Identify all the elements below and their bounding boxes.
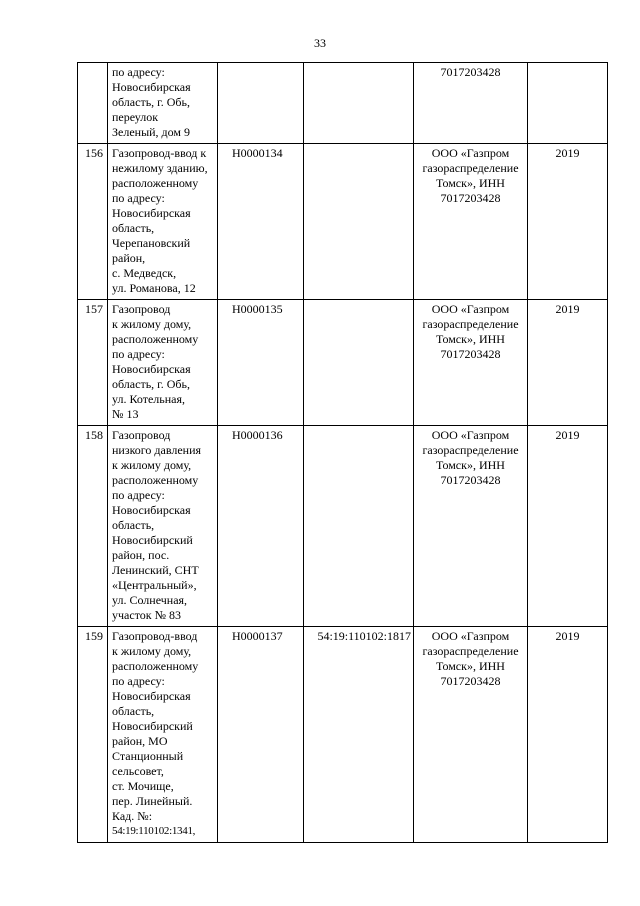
- year-cell: 2019: [528, 300, 608, 426]
- owner-line: газораспределение: [422, 161, 519, 175]
- cadastral-number-cell: 54:19:110102:1817: [304, 627, 414, 843]
- cadastral-number-cell: [304, 63, 414, 144]
- object-name-line: расположенному: [112, 332, 199, 346]
- owner-line: 7017203428: [440, 65, 501, 79]
- owner-cell: [414, 300, 528, 426]
- object-name-line: низкого давления: [112, 443, 202, 457]
- owner-cell: [414, 426, 528, 627]
- table-row: [78, 426, 608, 627]
- object-name-line: район, МО: [112, 734, 168, 748]
- object-name-line: ул. Солнечная,: [112, 593, 188, 607]
- object-name-line: ул. Котельная,: [112, 392, 186, 406]
- owner-line: ООО «Газпром: [431, 428, 510, 442]
- object-name-line: Новосибирская: [112, 206, 191, 220]
- object-name-line: область,: [112, 221, 155, 235]
- cadastral-number-cell: [304, 426, 414, 627]
- table-row: [78, 627, 608, 843]
- object-name-line: Газопровод: [112, 302, 171, 316]
- object-name-line: ул. Романова, 12: [112, 281, 196, 295]
- year-cell: 2019: [528, 144, 608, 300]
- row-number-cell: [78, 63, 108, 144]
- object-name-line: Кад. №:: [112, 809, 153, 823]
- object-name-line: пер. Линейный.: [112, 794, 193, 808]
- object-name-line: область,: [112, 704, 155, 718]
- object-name-line: № 13: [112, 407, 139, 421]
- owner-line: Томск», ИНН: [436, 332, 505, 346]
- table-row: [78, 300, 608, 426]
- object-name-line: Ленинский, СНТ: [112, 563, 199, 577]
- owner-line: ООО «Газпром: [431, 629, 510, 643]
- object-name-line: область,: [112, 518, 155, 532]
- registry-table: [77, 62, 608, 843]
- object-name-cell: [108, 627, 218, 843]
- year-cell: 2019: [528, 627, 608, 843]
- row-number-cell: 157: [78, 300, 108, 426]
- object-name-line: с. Медведск,: [112, 266, 177, 280]
- owner-line: Томск», ИНН: [436, 458, 505, 472]
- object-name-line: 54:19:110102:1341,: [112, 825, 196, 837]
- object-name-cell: [108, 300, 218, 426]
- object-name-line: Новосибирская: [112, 689, 191, 703]
- object-name-cell: [108, 426, 218, 627]
- inventory-number-cell: Н0000137: [218, 627, 304, 843]
- owner-line: ООО «Газпром: [431, 302, 510, 316]
- owner-line: Томск», ИНН: [436, 659, 505, 673]
- object-name-line: область, г. Обь,: [112, 377, 190, 391]
- owner-line: ООО «Газпром: [431, 146, 510, 160]
- owner-cell: [414, 63, 528, 144]
- object-name-line: Черепановский: [112, 236, 191, 250]
- object-name-line: по адресу:: [112, 674, 165, 688]
- object-name-line: Газопровод: [112, 428, 171, 442]
- page-number: 33: [314, 36, 326, 50]
- object-name-line: Новосибирская: [112, 362, 191, 376]
- inventory-number-cell: Н0000134: [218, 144, 304, 300]
- owner-line: газораспределение: [422, 317, 519, 331]
- object-name-line: расположенному: [112, 473, 199, 487]
- object-name-line: по адресу:: [112, 347, 165, 361]
- object-name-line: к жилому дому,: [112, 644, 192, 658]
- year-cell: 2019: [528, 426, 608, 627]
- owner-line: 7017203428: [440, 347, 501, 361]
- row-number-cell: 158: [78, 426, 108, 627]
- object-name-line: Новосибирская: [112, 80, 191, 94]
- object-name-line: Станционный: [112, 749, 184, 763]
- object-name-cell: [108, 144, 218, 300]
- object-name-line: район, пос.: [112, 548, 170, 562]
- object-name-line: к жилому дому,: [112, 317, 192, 331]
- object-name-line: сельсовет,: [112, 764, 164, 778]
- object-name-line: Газопровод-ввод: [112, 629, 198, 643]
- object-name-line: расположенному: [112, 659, 199, 673]
- owner-line: газораспределение: [422, 644, 519, 658]
- object-name-line: район,: [112, 251, 146, 265]
- object-name-line: расположенному: [112, 176, 199, 190]
- owner-line: 7017203428: [440, 674, 501, 688]
- owner-line: Томск», ИНН: [436, 176, 505, 190]
- year-cell: [528, 63, 608, 144]
- object-name-line: по адресу:: [112, 191, 165, 205]
- row-number-cell: 156: [78, 144, 108, 300]
- cadastral-number-cell: [304, 144, 414, 300]
- object-name-line: Зеленый, дом 9: [112, 125, 191, 139]
- object-name-line: по адресу:: [112, 488, 165, 502]
- object-name-line: нежилому зданию,: [112, 161, 208, 175]
- object-name-line: Новосибирский: [112, 719, 193, 733]
- object-name-line: Новосибирская: [112, 503, 191, 517]
- object-name-line: «Центральный»,: [112, 578, 197, 592]
- object-name-line: по адресу:: [112, 65, 165, 79]
- table-row: [78, 63, 608, 144]
- object-name-line: ст. Мочище,: [112, 779, 174, 793]
- object-name-line: область, г. Обь,: [112, 95, 190, 109]
- table-row: [78, 144, 608, 300]
- owner-line: 7017203428: [440, 473, 501, 487]
- object-name-cell: [108, 63, 218, 144]
- inventory-number-cell: [218, 63, 304, 144]
- object-name-line: к жилому дому,: [112, 458, 192, 472]
- object-name-line: переулок: [112, 110, 159, 124]
- cadastral-number-cell: [304, 300, 414, 426]
- object-name-line: Газопровод-ввод к: [112, 146, 207, 160]
- owner-cell: [414, 144, 528, 300]
- owner-line: газораспределение: [422, 443, 519, 457]
- owner-cell: [414, 627, 528, 843]
- owner-line: 7017203428: [440, 191, 501, 205]
- row-number-cell: 159: [78, 627, 108, 843]
- inventory-number-cell: Н0000136: [218, 426, 304, 627]
- inventory-number-cell: Н0000135: [218, 300, 304, 426]
- object-name-line: участок № 83: [112, 608, 182, 622]
- object-name-line: Новосибирский: [112, 533, 193, 547]
